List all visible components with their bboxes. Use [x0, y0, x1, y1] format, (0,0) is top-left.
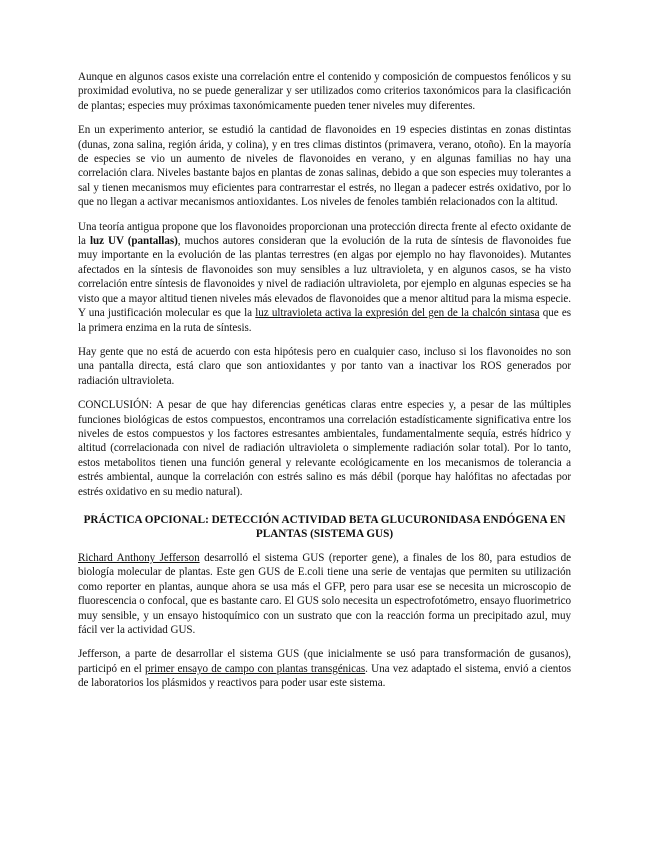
field-trial-text-b: . Una vez adaptado el sistema, envió a cientos de laboratorios los plásmidos y reactivos para poder usar este sistema. [78, 662, 571, 690]
paragraph-antioxidants: Hay gente que no está de acuerdo con esta hipótesis pero en cualquier caso, incluso si los flavonoides no son una pantalla directa, está claro que son antioxidantes y por tanto van a inactivar los ROS generados por radiación ultravioleta. [78, 345, 571, 387]
paragraph-uv-theory [78, 220, 571, 335]
paragraph-conclusion: CONCLUSIÓN: A pesar de que hay diferencias genéticas claras entre especies y, a pesar de las múltiples funciones biológicas de estos compuestos, encontramos una correlación estadísticamente significativa entre los niveles de estos compuestos y los factores estresantes ambientales, fundamentalmente sequía, estrés hídrico y altitud (correlacionada con nivel de radiación ultravioleta o simplemente radiación solar total). Por lo tanto, estos metabolitos tienen una función general y relevante ecológicamente en los mecanismos de tolerancia a estrés ambiental, aunque la correlación con estrés salino es más débil (porque hay halófitas no afectadas por estrés oxidativo en su medio natural). [78, 399, 571, 498]
jefferson-name-underline: Richard Anthony Jefferson [78, 551, 200, 564]
paragraph-experiment: En un experimento anterior, se estudió la cantidad de flavonoides en 19 especies distintas en zonas distintas (dunas, zona salina, región árida, y colina), y en tres climas distintos (primavera, verano, otoño). En la mayoría de especies se vio un aumento de niveles de flavonoides en verano, y en algunas familias no hay una correlación clara. Niveles bastante bajos en plantas de zonas salinas, debido a que son especies muy tolerantes a sal y tienen mecanismos muy eficientes para contrarrestar el estrés, no llegan a padecer estrés oxidativo, por lo que no llegan a activar mecanismos antioxidantes. Los niveles de fenoles también relacionados con la altitud. [78, 124, 571, 209]
section-title: PRÁCTICA OPCIONAL: DETECCIÓN ACTIVIDAD BETA GLUCURONIDASA ENDÓGENA EN PLANTAS (SISTEMA GUS) [83, 513, 566, 540]
paragraph-field-trial [78, 647, 571, 690]
uv-theory-text-a: Una teoría antigua propone que los flavonoides proporcionan una protección directa frente al efecto oxidante de la [78, 220, 571, 248]
paragraph-gus-system [78, 551, 571, 637]
gus-system-text: desarrolló el sistema GUS (reporter gene), a finales de los 80, para estudios de biología molecular de plantas. Este gen GUS de E.coli tiene una serie de ventajas que permiten su utilización como reporter en plantas, aunque ahora se usa más el GFP, pero para usar ese se necesita un microscopio de fluorescencia o confocal, que es bastante caro. El GUS solo necesita un espectrofotómetro, ensayo fluorimetrico muy sensible, y un ensayo histoquímico con un sustrato que con la reacción forma un precipitado azul, muy fácil ver la actividad GUS. [78, 551, 571, 636]
field-trial-text-a: Jefferson, a parte de desarrollar el sistema GUS (que inicialmente se usó para transformación de gusanos), participó en el [78, 648, 571, 675]
chalcone-underline: luz ultravioleta activa la expresión del gen de la chalcón sintasa [255, 307, 540, 320]
uv-theory-text-b: , muchos autores consideran que la evolución de la ruta de síntesis de flavonoides fue muy importante en la evolución de las plantas terrestres (en algas por ejemplo no hay flavonoides). Mutantes afectados en la síntesis de flavonoides son muy sensibles a luz ultravioleta, y en algunos casos, se ha visto correlación entre síntesis de flavonoides y nivel de radiación ultravioleta, por ejemplo en algunas especies se ha visto que a mayor altitud tienen niveles más elevados de flavonoides que a menor altitud para la misma especie. Y una justificación molecular es que la [78, 235, 571, 320]
field-trial-underline: primer ensayo de campo con plantas transgénicas [145, 662, 366, 675]
uv-theory-text-c: que es la primera enzima en la ruta de síntesis. [78, 307, 571, 334]
uv-bold-term: luz UV (pantallas) [89, 235, 178, 248]
paragraph-taxonomy: Aunque en algunos casos existe una correlación entre el contenido y composición de compuestos fenólicos y su proximidad evolutiva, no se puede generalizar y ser utilizados como criterios taxonómicos para la clasificación de plantas; especies muy próximas taxonómicamente pueden tener niveles muy diferentes. [78, 71, 571, 112]
